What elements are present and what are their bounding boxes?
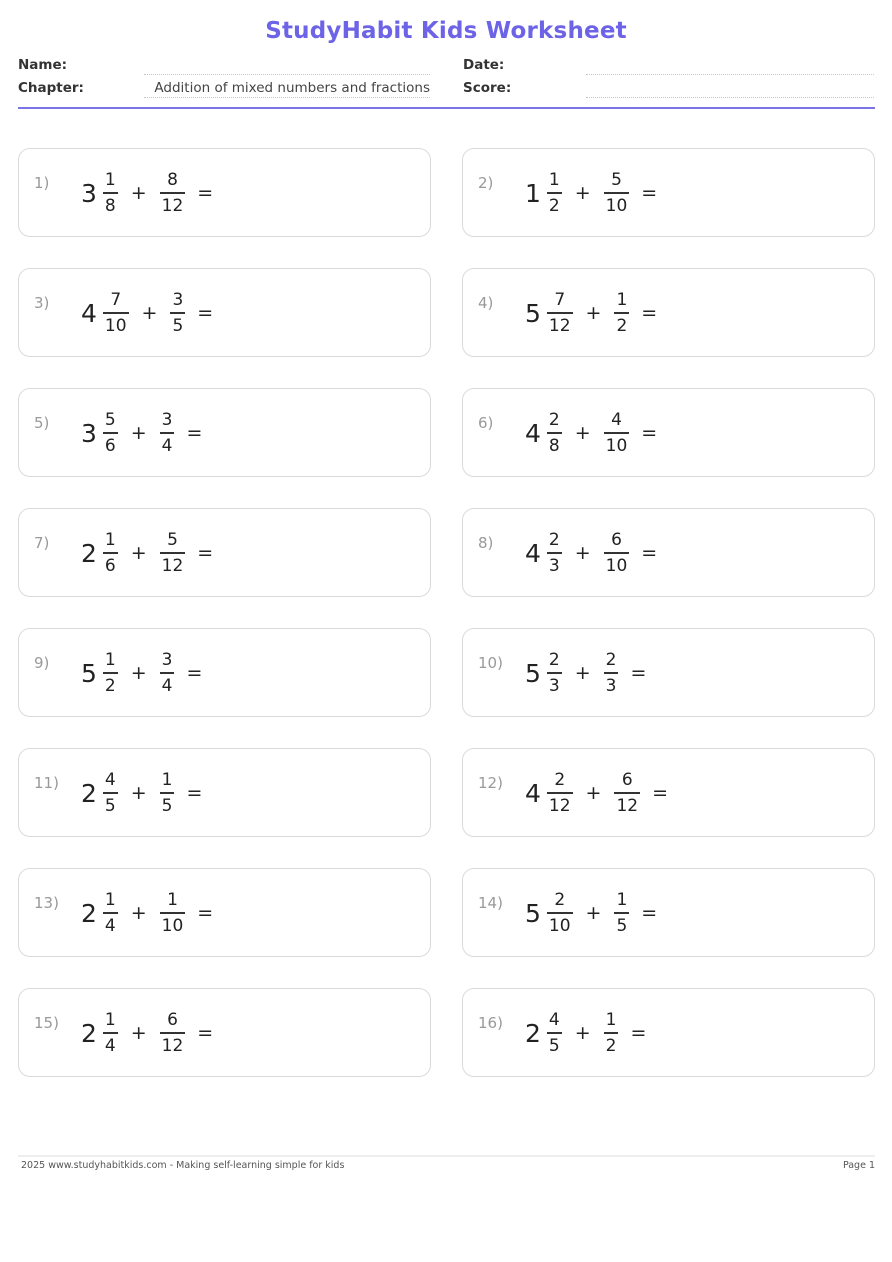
plus-sign: + [141,302,158,324]
problem-card-9[interactable] [18,628,431,717]
fraction-bar [547,672,562,674]
numerator: 1 [605,1010,617,1031]
denominator: 10 [104,315,127,336]
denominator: 3 [605,675,617,696]
problem-number: 12) [478,774,503,792]
numerator: 1 [167,890,178,911]
fraction-bar [604,192,630,194]
plus-sign: + [130,662,147,684]
problem-card-4[interactable] [462,268,875,357]
fraction-bar [547,1032,562,1034]
numerator: 6 [611,530,622,551]
whole-number: 4 [525,778,541,808]
problem-expression [525,407,657,459]
numerator: 1 [104,170,116,191]
page-number: Page 1 [842,1160,875,1171]
fraction-bar [547,792,573,794]
plus-sign: + [574,662,591,684]
problem-grid [18,148,875,1077]
plus-sign: + [585,902,602,924]
numerator: 7 [110,290,122,311]
problem-number: 11) [34,774,59,792]
fraction-bar [547,192,562,194]
whole-number: 3 [81,418,97,448]
chapter-label: Chapter: [18,80,84,96]
date-label: Date: [463,57,505,73]
addend-fraction [614,770,640,816]
fraction-bar [604,672,619,674]
numerator: 6 [167,1010,178,1031]
addend-fraction [604,410,630,456]
problem-card-8[interactable] [462,508,875,597]
problem-number: 16) [478,1014,503,1032]
fraction-bar [604,432,630,434]
addend-fraction [604,650,619,696]
problem-number: 4) [478,294,494,312]
problem-expression [525,647,646,699]
numerator: 5 [104,410,116,431]
fraction-bar [614,312,629,314]
mixed-fraction [103,290,129,336]
numerator: 3 [172,290,184,311]
fraction-bar [103,432,118,434]
numerator: 1 [161,770,173,791]
problem-number: 2) [478,174,494,192]
denominator: 5 [104,795,116,816]
whole-number: 5 [81,658,97,688]
equals-sign: = [630,1022,647,1044]
fraction-bar [160,192,186,194]
fraction-bar [547,432,562,434]
denominator: 6 [104,435,116,456]
problem-expression [81,1007,213,1059]
numerator: 4 [548,1010,560,1031]
fraction-bar [160,912,186,914]
mixed-fraction [547,770,573,816]
mixed-fraction [547,1010,562,1056]
denominator: 5 [172,315,184,336]
problem-number: 1) [34,174,50,192]
denominator: 12 [616,795,639,816]
worksheet-title: StudyHabit Kids Worksheet [265,18,627,44]
denominator: 5 [161,795,173,816]
problem-card-16[interactable] [462,988,875,1077]
whole-number: 2 [525,1018,541,1048]
whole-number: 5 [525,658,541,688]
numerator: 1 [104,650,116,671]
numerator: 5 [611,170,622,191]
numerator: 1 [616,290,628,311]
denominator: 10 [548,915,571,936]
denominator: 10 [161,915,184,936]
numerator: 8 [167,170,178,191]
fraction-bar [160,432,175,434]
fraction-bar [614,912,629,914]
problem-expression [81,407,202,459]
numerator: 4 [104,770,116,791]
fraction-bar [160,552,186,554]
problem-expression [525,167,657,219]
fraction-bar [103,312,129,314]
plus-sign: + [130,782,147,804]
denominator: 3 [548,555,560,576]
problem-number: 9) [34,654,50,672]
meta-row-chapter-score [18,79,874,99]
denominator: 12 [548,795,571,816]
mixed-fraction [103,1010,118,1056]
addend-fraction [160,170,186,216]
mixed-fraction [547,530,562,576]
equals-sign: = [186,422,203,444]
denominator: 2 [605,1035,617,1056]
fraction-bar [547,912,573,914]
whole-number: 4 [525,538,541,568]
name-label: Name: [18,57,68,73]
problem-card-14[interactable] [462,868,875,957]
equals-sign: = [186,662,203,684]
score-label: Score: [463,80,512,96]
addend-fraction [604,1010,619,1056]
plus-sign: + [574,182,591,204]
equals-sign: = [630,662,647,684]
fraction-bar [160,1032,186,1034]
fraction-bar [103,1032,118,1034]
problem-card-13[interactable] [18,868,431,957]
denominator: 12 [161,195,184,216]
denominator: 4 [161,435,173,456]
numerator: 4 [611,410,622,431]
numerator: 2 [554,770,566,791]
meta-row-name-date [18,56,874,76]
fraction-bar [160,792,175,794]
equals-sign: = [186,782,203,804]
whole-number: 2 [81,1018,97,1048]
whole-number: 3 [81,178,97,208]
problem-number: 10) [478,654,503,672]
denominator: 4 [104,1035,116,1056]
chapter-field: Addition of mixed numbers and fractions [144,79,430,98]
problem-expression [81,167,213,219]
addend-fraction [604,530,630,576]
problem-expression [81,287,213,339]
mixed-fraction [103,410,118,456]
denominator: 10 [605,555,628,576]
equals-sign: = [641,302,658,324]
problem-number: 7) [34,534,50,552]
addend-fraction [614,290,629,336]
addend-fraction [160,890,186,936]
equals-sign: = [641,542,658,564]
problem-number: 14) [478,894,503,912]
plus-sign: + [130,1022,147,1044]
numerator: 1 [104,530,116,551]
plus-sign: + [130,182,147,204]
denominator: 5 [548,1035,560,1056]
score-field[interactable] [586,79,874,98]
date-field[interactable] [586,56,874,75]
fraction-bar [103,792,118,794]
denominator: 10 [605,435,628,456]
equals-sign: = [641,182,658,204]
denominator: 2 [104,675,116,696]
numerator: 7 [554,290,566,311]
denominator: 12 [161,1035,184,1056]
whole-number: 4 [525,418,541,448]
addend-fraction [160,770,175,816]
header-divider [18,107,875,109]
addend-fraction [160,530,186,576]
problem-expression [81,647,202,699]
equals-sign: = [197,902,214,924]
whole-number: 4 [81,298,97,328]
denominator: 2 [616,315,628,336]
numerator: 1 [104,890,116,911]
problem-expression [525,287,657,339]
addend-fraction [160,1010,186,1056]
problem-card-10[interactable] [462,628,875,717]
denominator: 10 [605,195,628,216]
fraction-bar [604,552,630,554]
problem-card-11[interactable] [18,748,431,837]
addend-fraction [614,890,629,936]
problem-card-15[interactable] [18,988,431,1077]
plus-sign: + [130,902,147,924]
denominator: 6 [104,555,116,576]
fraction-bar [103,912,118,914]
problem-card-7[interactable] [18,508,431,597]
problem-number: 13) [34,894,59,912]
problem-expression [525,767,668,819]
numerator: 3 [161,410,173,431]
footer-credit: 2025 www.studyhabitkids.com - Making self-learning simple for kids [21,1160,345,1171]
problem-number: 3) [34,294,50,312]
name-field[interactable] [144,56,430,75]
equals-sign: = [197,182,214,204]
denominator: 12 [548,315,571,336]
denominator: 8 [104,195,116,216]
plus-sign: + [574,542,591,564]
numerator: 2 [548,410,560,431]
equals-sign: = [197,542,214,564]
numerator: 2 [548,650,560,671]
denominator: 12 [161,555,184,576]
problem-number: 8) [478,534,494,552]
fraction-bar [103,672,118,674]
fraction-bar [103,192,118,194]
mixed-fraction [547,290,573,336]
addend-fraction [160,410,175,456]
plus-sign: + [585,302,602,324]
problem-expression [81,887,213,939]
whole-number: 2 [81,898,97,928]
equals-sign: = [641,902,658,924]
plus-sign: + [585,782,602,804]
denominator: 5 [616,915,628,936]
numerator: 2 [554,890,566,911]
equals-sign: = [641,422,658,444]
whole-number: 5 [525,898,541,928]
fraction-bar [547,312,573,314]
whole-number: 2 [81,538,97,568]
denominator: 3 [548,675,560,696]
whole-number: 5 [525,298,541,328]
problem-number: 5) [34,414,50,432]
problem-number: 6) [478,414,494,432]
fraction-bar [604,1032,619,1034]
mixed-fraction [103,770,118,816]
plus-sign: + [574,1022,591,1044]
numerator: 2 [605,650,617,671]
numerator: 1 [616,890,628,911]
addend-fraction [160,650,175,696]
addend-fraction [170,290,185,336]
fraction-bar [614,792,640,794]
footer-divider [18,1155,875,1157]
fraction-bar [547,552,562,554]
equals-sign: = [197,1022,214,1044]
numerator: 3 [161,650,173,671]
numerator: 2 [548,530,560,551]
numerator: 6 [621,770,633,791]
mixed-fraction [103,650,118,696]
numerator: 5 [167,530,178,551]
whole-number: 2 [81,778,97,808]
whole-number: 1 [525,178,541,208]
mixed-fraction [547,650,562,696]
problem-expression [525,1007,646,1059]
problem-card-3[interactable] [18,268,431,357]
mixed-fraction [547,410,562,456]
fraction-bar [160,672,175,674]
plus-sign: + [574,422,591,444]
mixed-fraction [103,170,118,216]
denominator: 8 [548,435,560,456]
fraction-bar [170,312,185,314]
mixed-fraction [103,890,118,936]
problem-number: 15) [34,1014,59,1032]
problem-expression [81,527,213,579]
denominator: 4 [161,675,173,696]
equals-sign: = [652,782,669,804]
problem-expression [525,527,657,579]
plus-sign: + [130,422,147,444]
problem-card-12[interactable] [462,748,875,837]
numerator: 1 [548,170,560,191]
denominator: 2 [548,195,560,216]
denominator: 4 [104,915,116,936]
numerator: 1 [104,1010,116,1031]
mixed-fraction [547,890,573,936]
mixed-fraction [547,170,562,216]
equals-sign: = [197,302,214,324]
plus-sign: + [130,542,147,564]
fraction-bar [103,552,118,554]
mixed-fraction [103,530,118,576]
problem-card-6[interactable] [462,388,875,477]
problem-expression [525,887,657,939]
problem-card-2[interactable] [462,148,875,237]
addend-fraction [604,170,630,216]
problem-card-1[interactable] [18,148,431,237]
problem-card-5[interactable] [18,388,431,477]
problem-expression [81,767,202,819]
